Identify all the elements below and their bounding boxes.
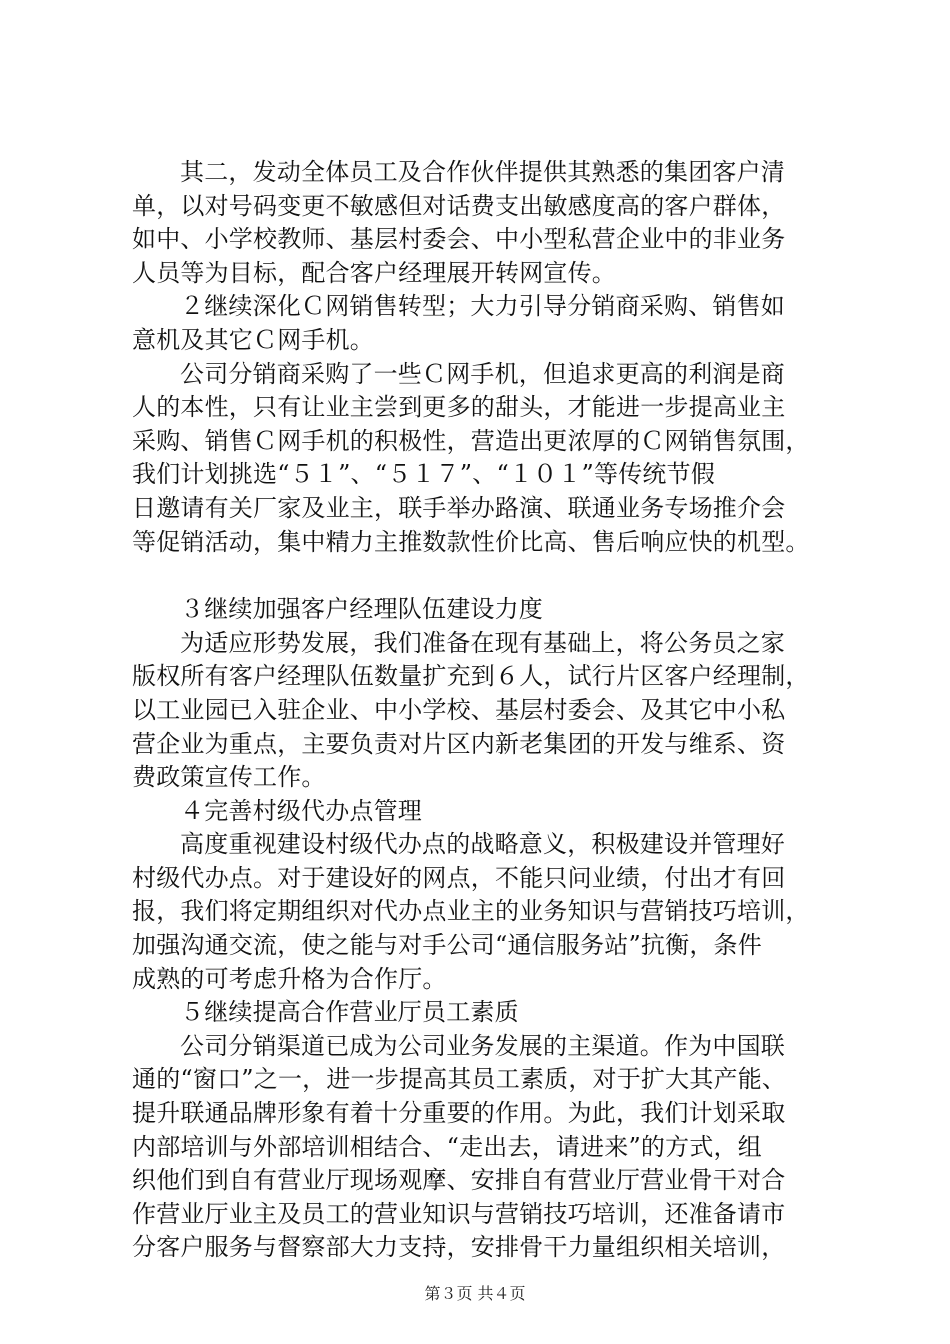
paragraph [132,290,852,357]
paragraph-gap [132,559,852,593]
text-line: 公司分销商采购了一些Ｃ网手机，但追求更高的利润是商 [180,359,785,388]
text-line: ３继续加强客户经理队伍建设力度 [180,595,543,624]
text-line: 加强沟通交流，使之能与对手公司“通信服务站”抗衡，条件 [132,931,762,960]
text-line: 村级代办点。对于建设好的网点，不能只问业绩，付出才有回 [132,863,786,892]
page-footer: 第３页 共４页 [424,1284,526,1303]
document-body [132,156,852,1265]
text-line: 人员等为目标，配合客户经理展开转网宣传。 [132,258,616,287]
text-line: 等促销活动，集中精力主推数款性价比高、售后响应快的机型。 [132,527,810,556]
text-line: 成熟的可考虑升格为合作厅。 [132,964,447,993]
text-line: 其二，发动全体员工及合作伙伴提供其熟悉的集团客户清 [180,158,785,186]
paragraph [132,156,852,290]
text-line: ４完善村级代办点管理 [180,796,422,825]
text-line: ５继续提高合作营业厅员工素质 [180,998,519,1027]
text-line: 报，我们将定期组织对代办点业主的业务知识与营销技巧培训， [132,897,810,926]
paragraph [132,996,852,1030]
text-line: 提升联通品牌形象有着十分重要的作用。为此，我们计划采取 [132,1099,786,1128]
text-line: 作营业厅业主及员工的营业知识与营销技巧培训，还准备请市 [132,1199,786,1228]
text-line: 以工业园已入驻企业、中小学校、基层村委会、及其它中小私 [132,695,786,724]
text-line: 内部培训与外部培训相结合、“走出去，请进来”的方式，组 [132,1132,762,1161]
text-line: 人的本性，只有让业主尝到更多的甜头，才能进一步提高业主 [132,393,786,422]
paragraph [132,627,852,795]
text-line: 单，以对号码变更不敏感但对话费支出敏感度高的客户群体， [132,191,786,220]
text-line: 公司分销渠道已成为公司业务发展的主渠道。作为中国联 [180,1031,785,1060]
text-line: 版权所有客户经理队伍数量扩充到６人，试行片区客户经理制， [132,662,810,691]
text-line: 通的“窗口”之一，进一步提高其员工素质，对于扩大其产能、 [132,1065,787,1094]
text-line: 我们计划挑选“５１”、“５１７”、“１０１”等传统节假 [132,460,716,489]
text-line: 为适应形势发展，我们准备在现有基础上，将公务员之家 [180,628,785,657]
text-line: ２继续深化Ｃ网销售转型；大力引导分销商采购、销售如 [180,292,785,321]
text-line: 营企业为重点，主要负责对片区内新老集团的开发与维系、资 [132,729,786,758]
paragraph [132,828,852,996]
paragraph [132,1030,852,1265]
text-line: 费政策宣传工作。 [132,763,326,792]
text-line: 高度重视建设村级代办点的战略意义，积极建设并管理好 [180,830,785,859]
paragraph [132,795,852,829]
text-line: 采购、销售Ｃ网手机的积极性，营造出更浓厚的Ｃ网销售氛围， [132,426,810,455]
text-line: 意机及其它Ｃ网手机。 [132,325,374,354]
text-line: 织他们到自有营业厅现场观摩、安排自有营业厅营业骨干对合 [132,1166,786,1195]
paragraph [132,358,852,560]
text-line: 分客户服务与督察部大力支持，安排骨干力量组织相关培训， [132,1233,786,1262]
text-line: 日邀请有关厂家及业主，联手举办路演、联通业务专场推介会 [132,493,786,522]
paragraph [132,593,852,627]
text-line: 如中、小学校教师、基层村委会、中小型私营企业中的非业务 [132,225,786,254]
